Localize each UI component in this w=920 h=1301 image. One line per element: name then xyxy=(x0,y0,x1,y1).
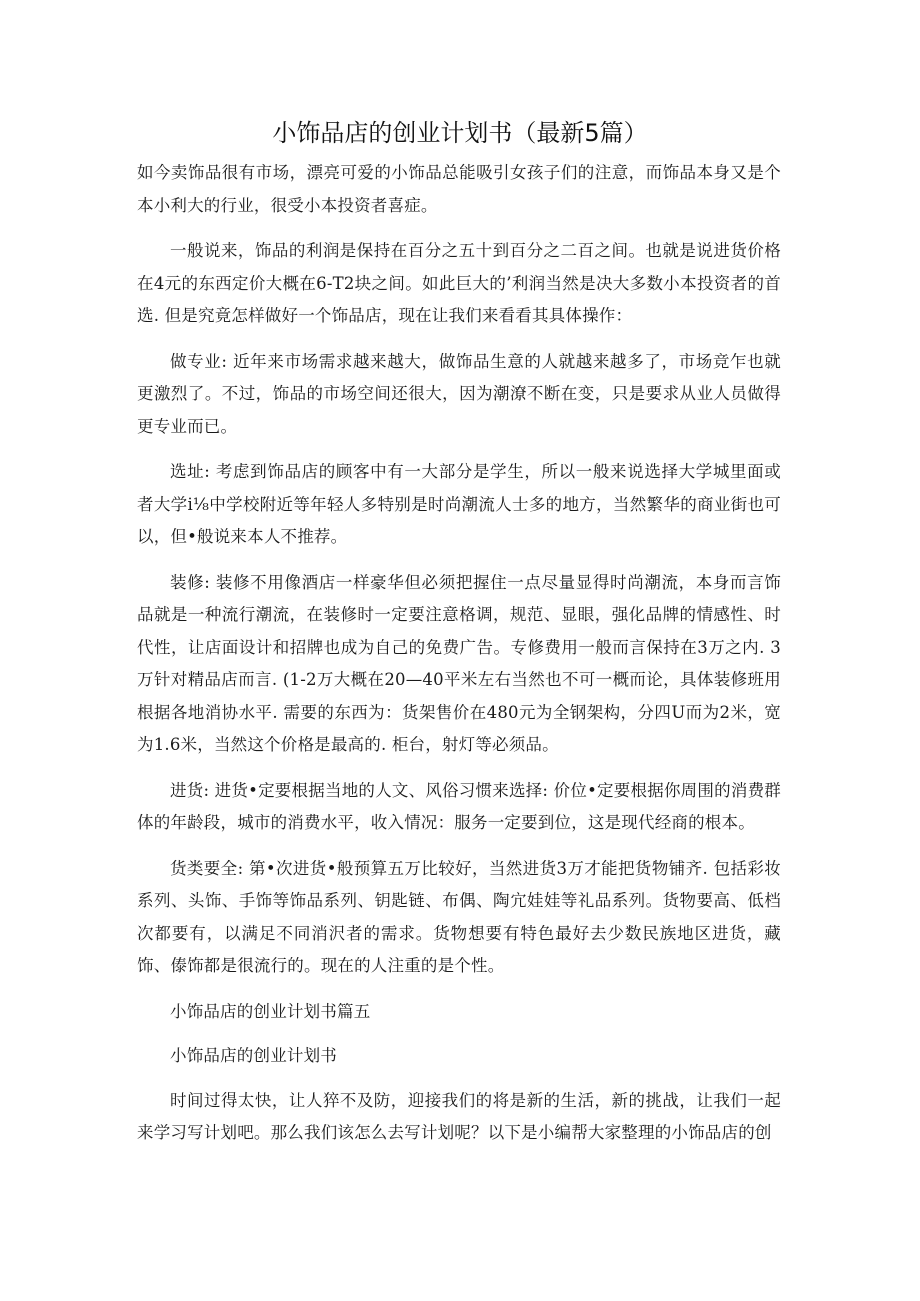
section-heading-part-five: 小饰品店的创业计划书篇五 xyxy=(170,1001,371,1021)
paragraph-location: 选址: 考虑到饰品店的顾客中有一大部分是学生，所以一般来说选择大学城里面或者大学i⅛中学校附近等年轻人多特别是时尚潮流人士多的地方，当然繁华的商业街也可以，但•般说来本人不推荐。 xyxy=(137,462,781,546)
paragraph-decoration: 装修: 装修不用像酒店一样豪华但必须把握住一点尽量显得时尚潮流，本身而言饰品就是一种流行潮流，在装修时一定要注意格调，规范、显眼，强化品牌的情感性、时代性，让店面设计和招牌也成为自己的免费广告。专修费用一般而言保持在3万之内. 3万针对精品店而言. (1-2万大概在20—40平米左右当然也不可一概而论，具体装修班用根据各地消协水平. 需要的东西为：货架售价在480元为全钢架构，分四U而为2米，宽为1.6米，当然这个价格是最高的. 柜台，射灯等必须品。 xyxy=(137,572,781,754)
paragraph-product-range: 货类要全: 第•次进货•般预算五万比较好，当然进货3万才能把货物铺齐. 包括彩妆系列、头饰、手饰等饰品系列、钥匙链、布偶、陶宂娃娃等礼品系列。货物要高、低档次都要有，以满足不同消沢者的需求。货物想要有特色最好去少数民族地区进货，藏饰、傣饰都是很流行的。现在的人注重的是个性。 xyxy=(137,858,781,975)
paragraph-professional: 做专业: 近年来市场需求越来越大，做饰品生意的人就越来越多了，市场竞乍也就更激烈了。不过，饰品的市场空间还很大，因为潮潦不断在变，只是要求从业人员做得更专业而已。 xyxy=(137,351,781,436)
section-heading-plan: 小饰品店的创业计划书 xyxy=(170,1046,337,1065)
paragraph-time: 时间过得太快，让人猝不及防，迎接我们的将是新的生活，新的挑战，让我们一起来学习写计划吧。那么我们该怎么去写计划呢？以下是小编帮大家整理的小饰品店的创 xyxy=(137,1090,781,1142)
paragraph-intro: 如今卖饰品很有市场，漂亮可爱的小饰品总能吸引女孩子们的注意，而饰品本身又是个本小利大的行业，很受小本投资者喜症。 xyxy=(137,163,781,215)
document-title: 小饰品店的创业计划书（最新5篇） xyxy=(272,119,648,147)
paragraph-profit: 一般说来，饰品的利润是保持在百分之五十到百分之二百之间。也就是说进货价格在4元的东西定价大概在6-T2块之间。如此巨大的’利润当然是决大多数小本投资者的首选. 但是究竟怎样做好一个饰品店，现在让我们来看看其具体操作： xyxy=(137,241,781,325)
document-body xyxy=(137,157,781,1163)
paragraph-purchasing: 进货: 进货•定要根据当地的人文、风俗习惯来选择: 价位•定要根据你周围的消费群体的年龄段，城市的消费水平，收入情况：服务一定要到位，这是现代经商的根本。 xyxy=(137,780,781,832)
